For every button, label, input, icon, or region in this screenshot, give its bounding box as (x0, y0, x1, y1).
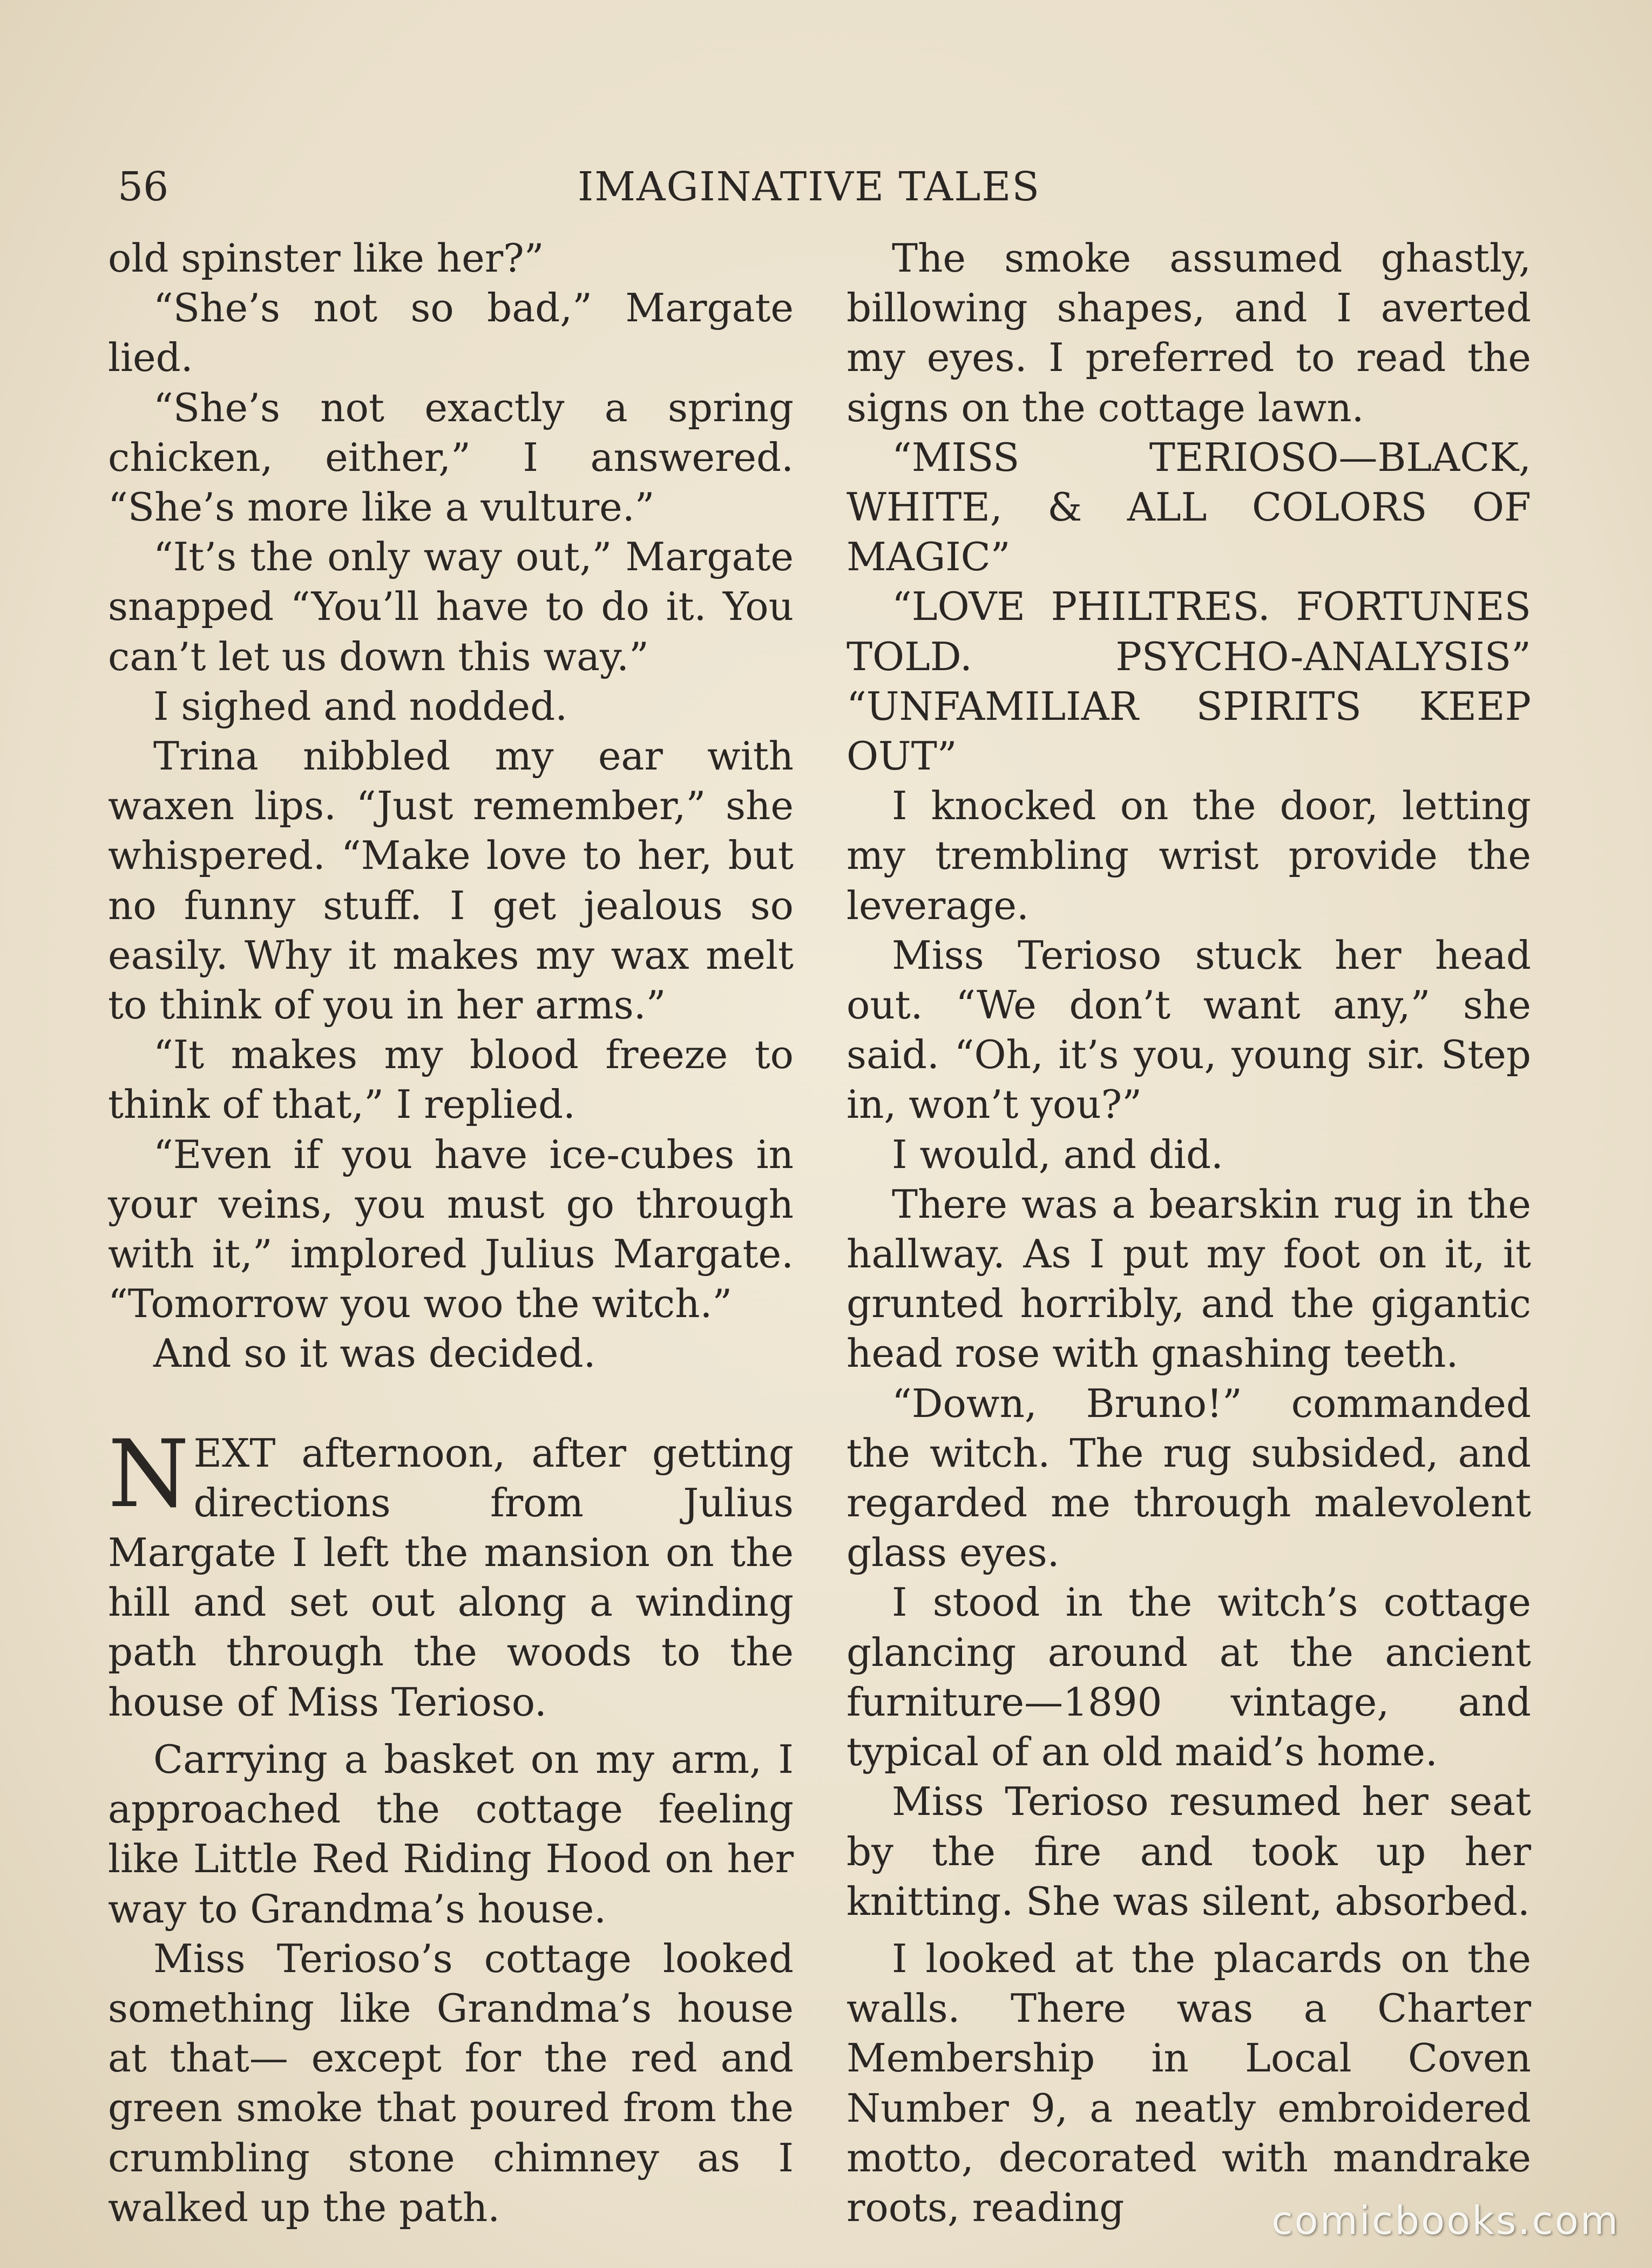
paragraph: I would, and did. (892, 1131, 1223, 1177)
paragraph: Carrying a basket on my arm, I approached the cottage feeling like Little Red Riding Hood on her way to Grandma’s house. (108, 1736, 794, 1932)
watermark: comicbooks.com (1271, 2198, 1620, 2243)
paragraph: Miss Terioso stuck her head out. “We don’t want any,” she said. “Oh, it’s you, young sir. Step in, won’t you?” (847, 932, 1531, 1128)
paragraph: “She’s not so bad,” Margate lied. (108, 285, 794, 381)
left-column (108, 233, 794, 2232)
paragraph: The smoke assumed ghastly, billowing shapes, and I averted my eyes. I preferred to read the signs on the cottage lawn. (847, 235, 1531, 430)
sign-text: “MISS TERIOSO—BLACK, WHITE, & ALL COLORS OF MAGIC” (847, 434, 1531, 580)
paragraph: Trina nibbled my ear with waxen lips. “Just remember,” she whispered. “Make love to her, but no funny stuff. I get jealous so easily. Why it makes my wax melt to think of you in her arms.” (108, 733, 794, 1028)
paragraph: I knocked on the door, letting my trembling wrist provide the leverage. (847, 783, 1531, 928)
journal-title: IMAGINATIVE TALES (578, 164, 1041, 210)
paragraph: And so it was decided. (153, 1331, 596, 1376)
paragraph: “She’s not exactly a spring chicken, either,” I answered. “She’s more like a vulture.” (108, 384, 794, 530)
page-number: 56 (118, 164, 169, 210)
paragraph: “Down, Bruno!” commanded the witch. The rug subsided, and regarded me through malevolent glass eyes. (847, 1380, 1531, 1576)
paragraph: old spinster like her?” (108, 235, 544, 281)
right-column (847, 233, 1531, 2232)
paragraph: “Even if you have ice-cubes in your veins, you must go through with it,” implored Julius Margate. “Tomorrow you woo the witch.” (108, 1131, 794, 1327)
running-head (0, 160, 1652, 214)
paragraph: Miss Terioso resumed her seat by the fire and took up her knitting. She was silent, absorbed. (847, 1779, 1531, 1924)
paragraph-text: EXT afternoon, after getting directions from Julius Margate I left the mansion on the hill and set out along a winding path through the woods to the house of Miss Terioso. (108, 1430, 794, 1725)
section-opening-paragraph (108, 1419, 794, 1727)
paragraph: I sighed and nodded. (153, 683, 568, 729)
paragraph: I stood in the witch’s cottage glancing around at the ancient furniture—1890 vintage, and typical of an old maid’s home. (847, 1580, 1531, 1775)
paragraph: I looked at the placards on the walls. There was a Charter Membership in Local Coven Number 9, a neatly embroidered motto, decorated with mandrake roots, reading (847, 1935, 1531, 2230)
paragraph: Miss Terioso’s cottage looked something like Grandma’s house at that— except for the red and green smoke that poured from the crumbling stone chimney as I walked up the path. (108, 1935, 794, 2230)
paragraph: There was a bearskin rug in the hallway. As I put my foot on it, it grunted horribly, and the gigantic head rose with gnashing teeth. (847, 1181, 1531, 1376)
drop-cap: N (108, 1419, 189, 1528)
paragraph: “It’s the only way out,” Margate snapped “You’ll have to do it. You can’t let us down this way.” (108, 534, 794, 679)
sign-text: “LOVE PHILTRES. FORTUNES TOLD. PSYCHO-ANALYSIS” “UNFAMILIAR SPIRITS KEEP OUT” (847, 584, 1531, 779)
paragraph: “It makes my blood freeze to think of that,” I replied. (108, 1032, 794, 1128)
